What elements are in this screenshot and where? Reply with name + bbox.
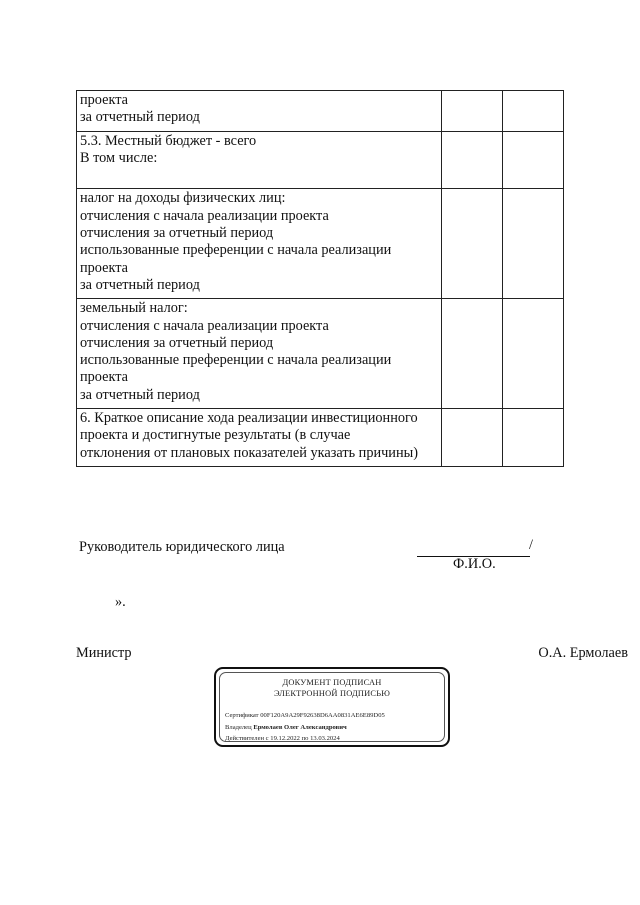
table-line: использованные преференции с начала реализации (80, 352, 392, 369)
value-cell (442, 299, 503, 409)
table-line (80, 167, 438, 184)
table-line: за отчетный период (80, 276, 200, 293)
stamp-valid-from: 19.12.2022 (270, 735, 300, 742)
signature-slash: / (529, 537, 533, 553)
table-line: отчисления с начала реализации проекта (80, 207, 329, 224)
stamp-title-line1: ДОКУМЕНТ ПОДПИСАН (282, 678, 382, 687)
value-cell (503, 409, 564, 467)
table-line: налог на доходы физических лиц: (80, 190, 286, 207)
stamp-valid-label: Действителен с (225, 735, 269, 742)
stamp-cert-label: Сертификат (225, 712, 259, 719)
stamp-owner (225, 724, 347, 731)
stamp-valid-to: 13.03.2024 (310, 735, 340, 742)
stamp-valid-to-label: по (301, 735, 309, 742)
table-row (77, 409, 564, 467)
closing-quote: ». (115, 594, 126, 610)
table-line: проекта (80, 259, 128, 276)
value-cell (503, 131, 564, 189)
value-cell (442, 91, 503, 132)
table-line: 5.3. Местный бюджет - всего (80, 132, 257, 149)
stamp-owner-value: Ермолаев Олег Александрович (253, 724, 347, 731)
value-cell (503, 189, 564, 299)
table-line: отчисления за отчетный период (80, 334, 274, 351)
table-line: В том числе: (80, 149, 158, 166)
value-cell (503, 91, 564, 132)
value-cell (442, 189, 503, 299)
value-cell (503, 299, 564, 409)
report-table (76, 90, 564, 467)
table-line: проекта (80, 369, 128, 386)
table-row (77, 299, 564, 409)
table-line: отчисления за отчетный период (80, 225, 274, 242)
row-text-cell (77, 409, 442, 467)
stamp-title-line2: ЭЛЕКТРОННОЙ ПОДПИСЬЮ (273, 689, 391, 698)
minister-name: О.А. Ермолаев (538, 645, 628, 661)
table-line: проекта и достигнутые результаты (в случае (80, 427, 351, 444)
stamp-owner-label: Владелец (225, 724, 252, 731)
table-line: земельный налог: (80, 300, 188, 317)
table-row (77, 91, 564, 132)
row-text-cell (77, 131, 442, 189)
table-line: отчисления с начала реализации проекта (80, 317, 329, 334)
table-line: за отчетный период (80, 109, 200, 126)
signature-role: Руководитель юридического лица (79, 539, 285, 555)
minister-title: Министр (76, 645, 132, 661)
value-cell (442, 409, 503, 467)
table-line: отклонения от плановых показателей указать причины) (80, 444, 418, 461)
table-line: 6. Краткое описание хода реализации инвестиционного (80, 410, 418, 427)
table-line: проекта (80, 92, 128, 108)
table-line: за отчетный период (80, 386, 200, 403)
signature-fio-label: Ф.И.О. (453, 556, 496, 572)
electronic-signature-stamp (214, 667, 450, 747)
table-line: использованные преференции с начала реализации (80, 242, 392, 259)
value-cell (442, 131, 503, 189)
stamp-certificate (225, 712, 385, 719)
table-row (77, 131, 564, 189)
stamp-cert-value: 00F120A9A29F92638D6AA0831AE6E89D05 (260, 712, 385, 719)
stamp-validity (225, 735, 340, 742)
table-row (77, 189, 564, 299)
signature-line (417, 540, 530, 557)
row-text-cell (77, 91, 442, 132)
row-text-cell (77, 299, 442, 409)
row-text-cell (77, 189, 442, 299)
